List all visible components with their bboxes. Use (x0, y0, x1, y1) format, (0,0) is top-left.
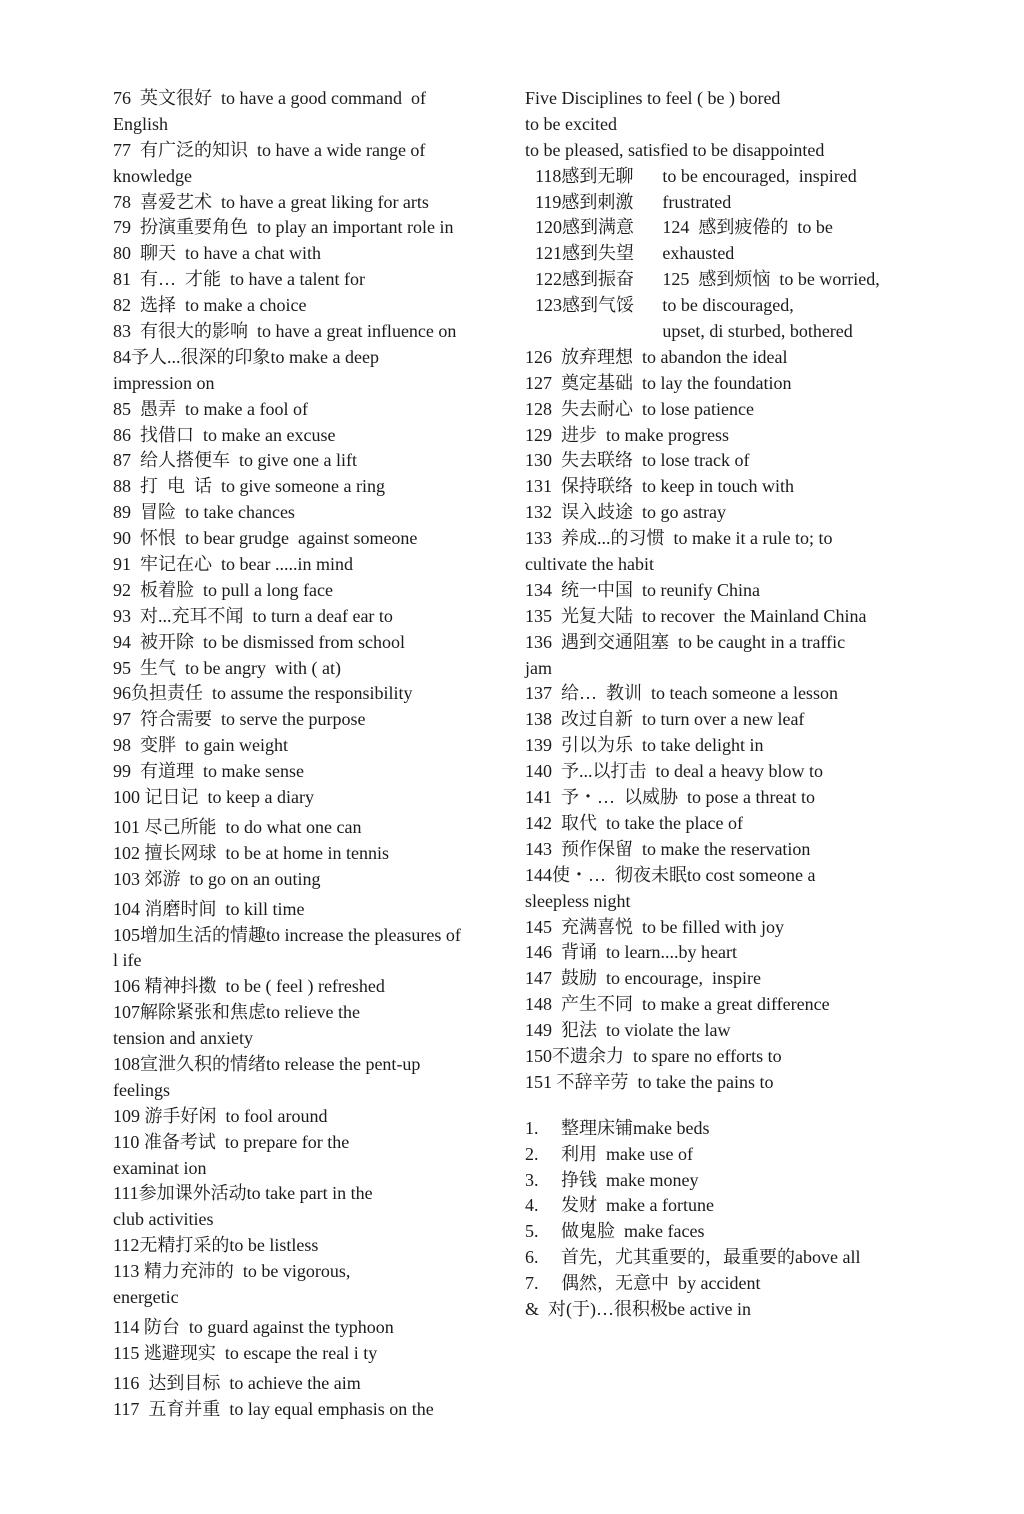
phrase-line: 136 遇到交通阻塞 to be caught in a traffic (525, 631, 846, 652)
phrase-line: 82 选择 to make a choice (113, 295, 307, 316)
feel-english-line: frustrated (662, 191, 732, 212)
phrase-line: 77 有广泛的知识 to have a wide range of (113, 139, 426, 160)
list-item: & 对(于)…很积极be active in (525, 1298, 751, 1319)
feel-english-line: to be encouraged, inspired (662, 165, 857, 186)
phrase-line: 114 防台 to guard against the typhoon (113, 1316, 394, 1337)
phrase-line: 112无精打采的to be listless (113, 1235, 319, 1256)
phrase-list (525, 345, 917, 1096)
phrase-line: 132 误入歧途 to go astray (525, 502, 726, 523)
right-header (525, 86, 917, 164)
phrase-line: 133 养成...的习惯 to make it a rule to; to (525, 528, 833, 549)
phrase-line: 139 引以为乐 to take delight in (525, 735, 764, 756)
phrase-line: 128 失去耐心 to lose patience (525, 398, 754, 419)
phrase-line: 99 有道理 to make sense (113, 761, 304, 782)
phrase-line: 96负担责任 to assume the responsibility (113, 683, 413, 704)
feel-chinese-line: 120感到满意 (535, 217, 634, 238)
feel-chinese-line: 122感到振奋 (535, 269, 634, 290)
feel-chinese-line: 119感到刺激 (535, 191, 634, 212)
phrase-line: 135 光复大陆 to recover the Mainland China (525, 605, 867, 626)
phrase-line: 90 怀恨 to bear grudge against someone (113, 528, 418, 549)
phrase-line: feelings (113, 1079, 170, 1100)
header-line: Five Disciplines to feel ( be ) bored (525, 88, 781, 108)
feel-chinese-line: 118感到无聊 (535, 165, 634, 186)
phrase-line: 105增加生活的情趣to increase the pleasures of (113, 924, 461, 945)
phrase-line: 147 鼓励 to encourage, inspire (525, 968, 761, 989)
phrase-line: 129 进步 to make progress (525, 424, 729, 445)
phrase-line: 103 郊游 to go on an outing (113, 868, 321, 889)
phrase-line: English (113, 113, 169, 134)
list-item: 6. 首先，尤其重要的，最重要的above all (525, 1247, 861, 1268)
phrase-line: 149 犯法 to violate the law (525, 1020, 731, 1041)
phrase-line: jam (525, 657, 552, 678)
phrase-line: 101 尽己所能 to do what one can (113, 816, 362, 837)
list-item: 2. 利用 make use of (525, 1143, 693, 1164)
phrase-line: 93 对...充耳不闻 to turn a deaf ear to (113, 605, 393, 626)
phrase-line: sleepless night (525, 890, 631, 911)
phrase-line: 91 牢记在心 to bear .....in mind (113, 554, 353, 575)
phrase-line: 115 逃避现实 to escape the real i ty (113, 1342, 378, 1363)
feel-chinese-line: 121感到失望 (535, 243, 634, 264)
phrase-line: 86 找借口 to make an excuse (113, 424, 336, 445)
list-item: 1. 整理床铺make beds (525, 1117, 710, 1138)
phrase-line: 92 板着脸 to pull a long face (113, 579, 333, 600)
phrase-line: 113 精力充沛的 to be vigorous, (113, 1261, 351, 1282)
phrase-line: 143 预作保留 to make the reservation (525, 838, 811, 859)
phrase-line: 126 放弃理想 to abandon the ideal (525, 346, 788, 367)
phrase-line: 84予人...很深的印象to make a deep (113, 346, 379, 367)
header-line: to be excited (525, 113, 617, 134)
list-item: 5. 做鬼脸 make faces (525, 1221, 705, 1242)
feel-english-line: to be discouraged, (662, 295, 794, 316)
phrase-line: energetic (113, 1286, 179, 1307)
phrase-line: club activities (113, 1209, 214, 1230)
feel-grid (525, 164, 917, 345)
phrase-line: 109 游手好闲 to fool around (113, 1105, 328, 1126)
phrase-line: cultivate the habit (525, 554, 654, 575)
phrase-line: 117 五育并重 to lay equal emphasis on the (113, 1398, 434, 1419)
feel-english-line: 125 感到烦恼 to be worried, (662, 269, 880, 290)
phrase-line: 98 变胖 to gain weight (113, 735, 288, 756)
phrase-line: 104 消磨时间 to kill time (113, 898, 305, 919)
phrase-line: 85 愚弄 to make a fool of (113, 398, 308, 419)
phrase-line: 81 有… 才能 to have a talent for (113, 269, 365, 290)
phrase-line: 138 改过自新 to turn over a new leaf (525, 709, 805, 730)
phrase-line: 142 取代 to take the place of (525, 812, 743, 833)
phrase-line: 87 给人搭便车 to give one a lift (113, 450, 357, 471)
phrase-line: 140 予...以打击 to deal a heavy blow to (525, 761, 823, 782)
phrase-line: 97 符合需要 to serve the purpose (113, 709, 366, 730)
list-item: 3. 挣钱 make money (525, 1169, 699, 1190)
phrase-line: 134 统一中国 to reunify China (525, 579, 760, 600)
left-column (113, 86, 505, 1422)
phrase-line: 94 被开除 to be dismissed from school (113, 631, 405, 652)
phrase-line: 79 扮演重要角色 to play an important role in (113, 217, 454, 238)
phrase-line: tension and anxiety (113, 1028, 253, 1049)
phrase-line: 80 聊天 to have a chat with (113, 243, 321, 264)
phrase-line: 102 擅长网球 to be at home in tennis (113, 842, 389, 863)
phrase-line: 137 给… 教训 to teach someone a lesson (525, 683, 838, 704)
feel-english-line: exhausted (662, 243, 735, 264)
phrase-line: 83 有很大的影响 to have a great influence on (113, 321, 457, 342)
feel-grid-english (662, 164, 917, 345)
phrase-line: 88 打 电 话 to give someone a ring (113, 476, 385, 497)
phrase-line: 106 精神抖擞 to be ( feel ) refreshed (113, 976, 385, 997)
phrase-line: examinat ion (113, 1157, 207, 1178)
phrase-line: 116 达到目标 to achieve the aim (113, 1372, 361, 1393)
feel-grid-chinese (525, 164, 662, 345)
phrase-line: 148 产生不同 to make a great difference (525, 994, 830, 1015)
phrase-line: impression on (113, 372, 215, 393)
phrase-line: 89 冒险 to take chances (113, 502, 295, 523)
feel-english-line: upset, di sturbed, bothered (662, 321, 853, 342)
phrase-line: 130 失去联络 to lose track of (525, 450, 750, 471)
numbered-list (525, 1116, 917, 1323)
phrase-line: l ife (113, 950, 142, 971)
phrase-line: 111参加课外活动to take part in the (113, 1183, 373, 1204)
phrase-line: 95 生气 to be angry with ( at) (113, 657, 341, 678)
phrase-line: 100 记日记 to keep a diary (113, 787, 314, 808)
phrase-line: knowledge (113, 165, 192, 186)
phrase-line: 145 充满喜悦 to be filled with joy (525, 916, 784, 937)
phrase-line: 151 不辞辛劳 to take the pains to (525, 1071, 774, 1092)
phrase-line: 141 予・… 以威胁 to pose a threat to (525, 787, 815, 808)
phrase-line: 131 保持联络 to keep in touch with (525, 476, 794, 497)
feel-english-line: 124 感到疲倦的 to be (662, 217, 833, 238)
phrase-line: 110 准备考试 to prepare for the (113, 1131, 350, 1152)
phrase-line: 78 喜爱艺术 to have a great liking for arts (113, 191, 429, 212)
header-line: to be pleased, satisfied to be disappointed (525, 139, 825, 160)
phrase-line: 146 背诵 to learn....by heart (525, 942, 737, 963)
phrase-line: 76 英文很好 to have a good command of (113, 88, 426, 108)
list-item: 4. 发财 make a fortune (525, 1195, 714, 1216)
right-column (525, 86, 917, 1323)
phrase-line: 108宣泄久积的情绪to release the pent-up (113, 1053, 421, 1074)
phrase-line: 107解除紧张和焦虑to relieve the (113, 1002, 360, 1023)
feel-chinese-line: 123感到气馁 (535, 295, 634, 316)
phrase-line: 144使・… 彻夜未眠to cost someone a (525, 864, 816, 885)
phrase-line: 127 奠定基础 to lay the foundation (525, 372, 792, 393)
list-item: 7. 偶然，无意中 by accident (525, 1273, 761, 1294)
phrase-line: 150不遗余力 to spare no efforts to (525, 1045, 782, 1066)
